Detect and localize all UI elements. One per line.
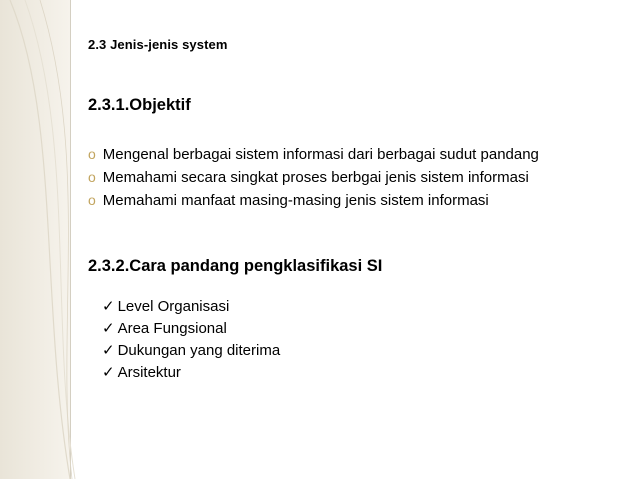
heading-cara-pandang: 2.3.2.Cara pandang pengklasifikasi SI: [88, 257, 383, 275]
list-item: ✓ Area Fungsional: [102, 320, 227, 337]
checkmark-icon: ✓: [102, 320, 115, 337]
heading-objektif: 2.3.1.Objektif: [88, 96, 191, 114]
section-label: 2.3 Jenis-jenis system: [88, 37, 228, 52]
decorative-swoosh: [0, 0, 120, 479]
circle-bullet-icon: o: [88, 192, 96, 208]
list-item: o Mengenal berbagai sistem informasi dari berbagai sudut pandang: [88, 146, 539, 163]
list-item: ✓ Level Organisasi: [102, 298, 230, 315]
checkmark-icon: ✓: [102, 298, 115, 315]
checkmark-icon: ✓: [102, 342, 115, 359]
circle-bullet-icon: o: [88, 169, 96, 185]
classification-list: [102, 296, 280, 384]
checkmark-icon: ✓: [102, 364, 115, 381]
circle-bullet-icon: o: [88, 146, 96, 162]
list-item: o Memahami manfaat masing-masing jenis sistem informasi: [88, 192, 489, 209]
list-item: ✓ Dukungan yang diterima: [102, 342, 281, 359]
list-item: ✓ Arsitektur: [102, 364, 181, 381]
list-item: o Memahami secara singkat proses berbgai jenis sistem informasi: [88, 169, 529, 186]
objectives-list: [88, 143, 539, 212]
